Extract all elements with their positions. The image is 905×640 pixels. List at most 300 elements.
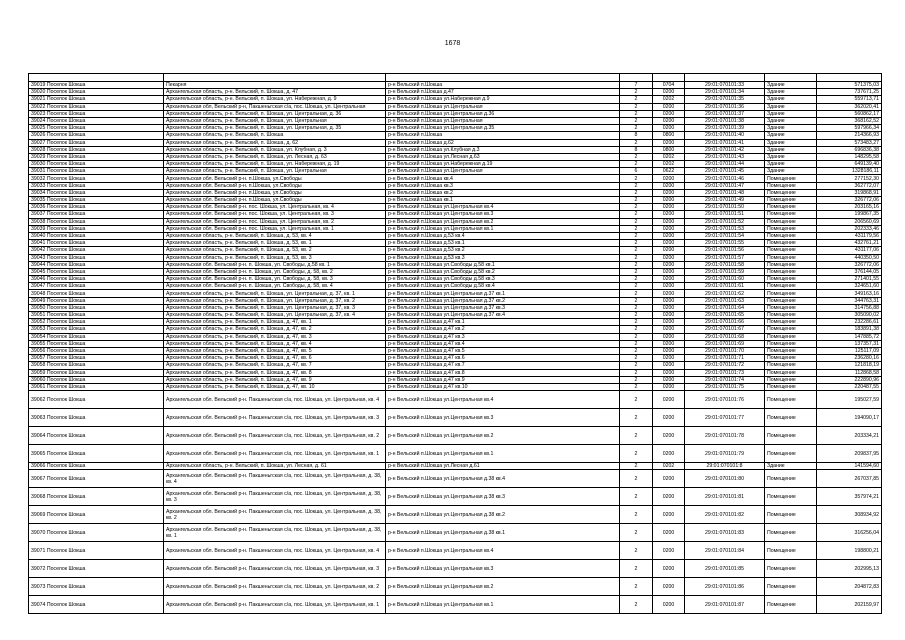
- object-type-cell: Помещение: [765, 225, 817, 232]
- address-cell: Архангельская обл. Вельский р-н. п.Шокша, ул.Свободы: [164, 189, 386, 196]
- location-cell: р-н Вельский п.Шокша кв.4: [386, 175, 620, 182]
- table-row: [29, 197, 882, 204]
- address-cell: Архангельская область, р-н. Вельский, п. Шокша, ул. Центральная, д. 37, кв. 4: [164, 312, 386, 319]
- object-type-cell: Здание: [765, 153, 817, 160]
- class-code-cell: 0200: [653, 304, 685, 311]
- object-type-cell: Помещение: [765, 383, 817, 390]
- code-cell: 2: [620, 96, 653, 103]
- object-type-cell: Помещение: [765, 297, 817, 304]
- location-cell: р-н Вельский п.Шокша ул.Центральная кв.1: [386, 225, 620, 232]
- cadastral-number-cell: 29:01:070101:79: [685, 445, 765, 463]
- object-type-cell: Помещение: [765, 506, 817, 524]
- table-row: [29, 355, 882, 362]
- table-row: [29, 340, 882, 347]
- object-number-cell: 39053 Поселок Шокша: [29, 326, 164, 333]
- object-number-cell: 39057 Поселок Шокша: [29, 355, 164, 362]
- object-number-cell: 39041 Поселок Шокша: [29, 240, 164, 247]
- cadastral-number-cell: 29:01:070101:53: [685, 225, 765, 232]
- cadastral-value-cell: 204872,83: [817, 578, 882, 596]
- cadastral-value-cell: 202333,46: [817, 225, 882, 232]
- object-type-cell: Помещение: [765, 304, 817, 311]
- object-number-cell: 39020 Поселок Шокша: [29, 89, 164, 96]
- table-row: [29, 312, 882, 319]
- object-number-cell: 39025 Поселок Шокша: [29, 125, 164, 132]
- location-cell: р-н Вельский п.Шокша кв.3: [386, 182, 620, 189]
- location-cell: р-н Вельский п.Шокша ул.Центральная кв.4: [386, 204, 620, 211]
- table-row: [29, 596, 882, 614]
- table-row: [29, 268, 882, 275]
- class-code-cell: 0200: [653, 297, 685, 304]
- address-cell: Архангельская область, р-н. Вельский, п. Шокша, д. 47, кв. 1: [164, 319, 386, 326]
- object-type-cell: Помещение: [765, 232, 817, 239]
- object-number-cell: 39067 Поселок Шокша: [29, 470, 164, 488]
- class-code-cell: 0202: [653, 153, 685, 160]
- address-cell: Архангельская область, р-н. Вельский, п. Шокша, д. 47, кв. 5: [164, 347, 386, 354]
- cadastral-number-cell: 29:01:070101:77: [685, 409, 765, 427]
- cadastral-value-cell: 737671,25: [817, 89, 882, 96]
- cadastral-value-cell: 277152,30: [817, 175, 882, 182]
- cadastral-number-cell: 29:01:070101:39: [685, 125, 765, 132]
- class-code-cell: 0200: [653, 347, 685, 354]
- object-number-cell: 39070 Поселок Шокша: [29, 524, 164, 542]
- code-cell: 7: [620, 82, 653, 89]
- code-cell: 2: [620, 125, 653, 132]
- object-type-cell: Помещение: [765, 333, 817, 340]
- address-cell: Архангельская область, р-н. Вельский, п. Шокша, д. 47, кв. 6: [164, 355, 386, 362]
- location-cell: р-н Вельский п.Шокша д.47 кв.7: [386, 362, 620, 369]
- object-type-cell: Здание: [765, 125, 817, 132]
- object-type-cell: Помещение: [765, 319, 817, 326]
- object-number-cell: 39035 Поселок Шокша: [29, 197, 164, 204]
- object-number-cell: 39064 Поселок Шокша: [29, 427, 164, 445]
- address-cell: Архангельская область, р-н. Вельский, п. Шокша, д. 47, кв. 3: [164, 333, 386, 340]
- object-type-cell: Помещение: [765, 560, 817, 578]
- class-code-cell: 0200: [653, 312, 685, 319]
- cadastral-value-cell: 305090,02: [817, 312, 882, 319]
- class-code-cell: 0200: [653, 89, 685, 96]
- class-code-cell: 0704: [653, 82, 685, 89]
- cadastral-value-cell: 202159,97: [817, 596, 882, 614]
- location-cell: р-н Вельский п.Шокша ул.Центральная д.38 кв.3: [386, 488, 620, 506]
- class-code-cell: 0200: [653, 283, 685, 290]
- table-row: [29, 82, 882, 89]
- class-code-cell: 0200: [653, 340, 685, 347]
- location-cell: р-н Вельский п.Шокша ул.Лесная д.63: [386, 153, 620, 160]
- object-type-cell: Помещение: [765, 427, 817, 445]
- cadastral-number-cell: 29:01:070101:33: [685, 82, 765, 89]
- location-cell: р-н Вельский п.Шокша ул.Центральная кв.2: [386, 578, 620, 596]
- object-number-cell: 39034 Поселок Шокша: [29, 189, 164, 196]
- address-cell: Архангельская область, р-н. Вельский, п. Шокша, ул. Центральная: [164, 168, 386, 175]
- code-cell: 2: [620, 276, 653, 283]
- class-code-cell: 0200: [653, 254, 685, 261]
- object-type-cell: Здание: [765, 463, 817, 470]
- cadastral-number-cell: 29:01:070101:68: [685, 333, 765, 340]
- class-code-cell: 0200: [653, 333, 685, 340]
- cadastral-value-cell: 267037,85: [817, 470, 882, 488]
- address-cell: Архангельская обл. Вельский р-н. Пакшеньгская с/а, пос. Шокша, ул. Центральная, кв. 2: [164, 427, 386, 445]
- cadastral-number-cell: 29:01:070101:37: [685, 110, 765, 117]
- cadastral-value-cell: 560862,17: [817, 110, 882, 117]
- object-type-cell: Помещение: [765, 470, 817, 488]
- code-cell: 2: [620, 369, 653, 376]
- cadastral-value-cell: 232286,61: [817, 319, 882, 326]
- cadastral-number-cell: 29:01:070101:58: [685, 261, 765, 268]
- class-code-cell: 0200: [653, 276, 685, 283]
- object-number-cell: 39046 Поселок Шокша: [29, 276, 164, 283]
- object-number-cell: 39052 Поселок Шокша: [29, 319, 164, 326]
- class-code-cell: 0200: [653, 240, 685, 247]
- object-type-cell: Помещение: [765, 445, 817, 463]
- class-code-cell: 0200: [653, 182, 685, 189]
- class-code-cell: 0200: [653, 225, 685, 232]
- cadastral-number-cell: 29:01:070101:65: [685, 312, 765, 319]
- code-cell: 2: [620, 290, 653, 297]
- table-row: [29, 254, 882, 261]
- address-cell: Архангельская область, р-н. Вельский, п. Шокша, ул. Набережная, д. 9: [164, 96, 386, 103]
- location-cell: р-н Вельский п.Шокша: [386, 82, 620, 89]
- location-cell: р-н Вельский п.Шокша ул.Центральная кв.3: [386, 211, 620, 218]
- object-type-cell: Помещение: [765, 261, 817, 268]
- class-code-cell: 0200: [653, 175, 685, 182]
- code-cell: 2: [620, 376, 653, 383]
- object-type-cell: Помещение: [765, 524, 817, 542]
- code-cell: 2: [620, 340, 653, 347]
- table-row: [29, 488, 882, 506]
- class-code-cell: [653, 74, 685, 82]
- location-cell: р-н Вельский п.Шокша ул.Свободы д.58 кв.4: [386, 283, 620, 290]
- cadastral-number-cell: 29:01:070101:42: [685, 146, 765, 153]
- class-code-cell: 0800: [653, 146, 685, 153]
- table-row: [29, 96, 882, 103]
- cadastral-number-cell: 29:01:070101:56: [685, 247, 765, 254]
- object-type-cell: Помещение: [765, 175, 817, 182]
- object-number-cell: 39068 Поселок Шокша: [29, 488, 164, 506]
- object-number-cell: 39062 Поселок Шокша: [29, 391, 164, 409]
- table-row: [29, 463, 882, 470]
- object-type-cell: Здание: [765, 146, 817, 153]
- cadastral-number-cell: 29:01:070101:70: [685, 347, 765, 354]
- location-cell: р-н Вельский п.Шокша д.47 кв.2: [386, 326, 620, 333]
- code-cell: 2: [620, 347, 653, 354]
- class-code-cell: 0200: [653, 596, 685, 614]
- address-cell: Архангельская обл. Вельский р-н. Пакшеньгская с/а, пос. Шокша, ул. Центральная, д. 38, кв. 4: [164, 470, 386, 488]
- location-cell: р-н Вельский п.Шокша ул.Лесная д.61: [386, 463, 620, 470]
- cadastral-number-cell: 29:01:070101:73: [685, 369, 765, 376]
- cadastral-number-cell: 29:01:070101:35: [685, 96, 765, 103]
- table-row: [29, 333, 882, 340]
- cadastral-value-cell: 349163,16: [817, 290, 882, 297]
- address-cell: Архангельская область, р-н. Вельский, п. Шокша, ул. Набережная, д. 19: [164, 161, 386, 168]
- table-row: [29, 524, 882, 542]
- address-cell: Архангельская обл. Вельский р-н. п. Шокша, ул. Свободы, д. 58, кв. 3: [164, 276, 386, 283]
- class-code-cell: 0200: [653, 391, 685, 409]
- object-type-cell: Здание: [765, 89, 817, 96]
- table-row: [29, 362, 882, 369]
- object-number-cell: 39074 Поселок Шокша: [29, 596, 164, 614]
- cadastral-value-cell: 573483,27: [817, 139, 882, 146]
- table-row: [29, 74, 882, 82]
- location-cell: р-н Вельский п.Шокша ул.Центральная д.35: [386, 125, 620, 132]
- cadastral-number-cell: 29:01:070101:76: [685, 391, 765, 409]
- object-type-cell: Помещение: [765, 355, 817, 362]
- object-number-cell: 39026 Поселок Шокша: [29, 132, 164, 139]
- location-cell: р-н Вельский п.Шокша ул.Центральная д.38 кв.4: [386, 470, 620, 488]
- code-cell: 2: [620, 596, 653, 614]
- address-cell: Архангельская обл. Вельский р-н. Пакшеньгская с/а, пос. Шокша, ул. Центральная, кв. 4: [164, 391, 386, 409]
- address-cell: Архангельская область, р-н. Вельский, п. Шокша, д. 47, кв. 7: [164, 362, 386, 369]
- object-type-cell: Помещение: [765, 268, 817, 275]
- code-cell: 2: [620, 240, 653, 247]
- cadastral-number-cell: 29:01:070101:84: [685, 542, 765, 560]
- code-cell: 2: [620, 175, 653, 182]
- cadastral-value-cell: 432761,21: [817, 240, 882, 247]
- code-cell: [620, 74, 653, 82]
- code-cell: 2: [620, 161, 653, 168]
- object-type-cell: Помещение: [765, 240, 817, 247]
- table-row: [29, 347, 882, 354]
- location-cell: р-н Вельский п.Шокша д.53 кв.3: [386, 254, 620, 261]
- cadastral-number-cell: 29:01:070101:34: [685, 89, 765, 96]
- cadastral-number-cell: 29:01:070101:52: [685, 218, 765, 225]
- cadastral-number-cell: 29:01:070101:50: [685, 204, 765, 211]
- class-code-cell: 0202: [653, 463, 685, 470]
- code-cell: 2: [620, 204, 653, 211]
- cadastral-number-cell: 29:01:070101:63: [685, 297, 765, 304]
- code-cell: 2: [620, 391, 653, 409]
- object-number-cell: 39061 Поселок Шокша: [29, 383, 164, 390]
- cadastral-value-cell: 147885,72: [817, 333, 882, 340]
- cadastral-number-cell: 29:01:070101:66: [685, 319, 765, 326]
- address-cell: Пекарня: [164, 82, 386, 89]
- address-cell: Архангельская обл. Вельский р-н. Пакшеньгская с/а, пос. Шокша, ул. Центральная, кв. 1: [164, 445, 386, 463]
- location-cell: р-н Вельский п.Шокша ул.Центральная д.37 кв.3: [386, 304, 620, 311]
- object-type-cell: Помещение: [765, 362, 817, 369]
- class-code-cell: 0800: [653, 132, 685, 139]
- cadastral-number-cell: 29:01:070101:82: [685, 506, 765, 524]
- code-cell: 2: [620, 297, 653, 304]
- location-cell: р-н Вельский п.Шокша ул.Центральная кв.2: [386, 218, 620, 225]
- table-row: [29, 276, 882, 283]
- address-cell: Архангельская обл. Вельский р-н. Пакшеньгская с/а, пос. Шокша, ул. Центральная, д. 38, кв. 2: [164, 506, 386, 524]
- cadastral-number-cell: 29:01:070101:80: [685, 470, 765, 488]
- code-cell: 2: [620, 560, 653, 578]
- object-number-cell: 39021 Поселок Шокша: [29, 96, 164, 103]
- table-row: [29, 283, 882, 290]
- table-row: [29, 225, 882, 232]
- cadastral-value-cell: 431177,06: [817, 247, 882, 254]
- code-cell: 2: [620, 89, 653, 96]
- object-number-cell: 39066 Поселок Шокша: [29, 463, 164, 470]
- object-number-cell: 39042 Поселок Шокша: [29, 247, 164, 254]
- address-cell: Архангельская область, р-н. Вельский, п. Шокша, д. 47, кв. 4: [164, 340, 386, 347]
- object-number-cell: 39032 Поселок Шокша: [29, 175, 164, 182]
- address-cell: Архангельская область, р-н. Вельский, п. Шокша, д. 53, кв. 4: [164, 232, 386, 239]
- code-cell: 2: [620, 189, 653, 196]
- table-row: [29, 319, 882, 326]
- cadastral-number-cell: 29:01:070101:40: [685, 132, 765, 139]
- cadastral-value-cell: 112868,58: [817, 369, 882, 376]
- class-code-cell: 0200: [653, 110, 685, 117]
- class-code-cell: 0200: [653, 139, 685, 146]
- location-cell: р-н Вельский п.Шокша д.47 кв.10: [386, 383, 620, 390]
- cadastral-value-cell: 362772,07: [817, 182, 882, 189]
- class-code-cell: 0200: [653, 376, 685, 383]
- table-row: [29, 247, 882, 254]
- address-cell: Архангельская обл. Вельский р-н. Пакшеньгская с/а, пос. Шокша, ул. Центральная, кв. 2: [164, 578, 386, 596]
- location-cell: р-н Вельский п.Шокша ул.Центральная: [386, 168, 620, 175]
- table-row: [29, 153, 882, 160]
- address-cell: Архангельская обл. Вельский р-н. пос. Шокша, ул. Центральная, кв. 2: [164, 218, 386, 225]
- code-cell: 2: [620, 319, 653, 326]
- object-number-cell: 39030 Поселок Шокша: [29, 161, 164, 168]
- object-type-cell: Помещение: [765, 276, 817, 283]
- class-code-cell: 0200: [653, 247, 685, 254]
- address-cell: Архангельская обл. Вельский р-н. п. Шокша, ул. Свободы, д. 58, кв. 4: [164, 283, 386, 290]
- object-number-cell: 39036 Поселок Шокша: [29, 204, 164, 211]
- class-code-cell: 0200: [653, 326, 685, 333]
- location-cell: р-н Вельский п.Шокша ул.Центральная д.38 кв.1: [386, 524, 620, 542]
- code-cell: 2: [620, 355, 653, 362]
- table-row: [29, 445, 882, 463]
- table-row: [29, 204, 882, 211]
- class-code-cell: 0200: [653, 369, 685, 376]
- table-row: [29, 132, 882, 139]
- location-cell: р-н Вельский п.Шокша ул.Центральная: [386, 117, 620, 124]
- class-code-cell: 0200: [653, 427, 685, 445]
- table-row: [29, 391, 882, 409]
- cadastral-value-cell: 440350,50: [817, 254, 882, 261]
- table-row: [29, 117, 882, 124]
- code-cell: 2: [620, 488, 653, 506]
- object-number-cell: 39027 Поселок Шокша: [29, 139, 164, 146]
- object-type-cell: Помещение: [765, 290, 817, 297]
- code-cell: 2: [620, 304, 653, 311]
- cadastral-value-cell: 206560,69: [817, 218, 882, 225]
- cadastral-value-cell: 559713,71: [817, 96, 882, 103]
- address-cell: Архангельская область, р-н. Вельский, п. Шокша, ул. Центральная: [164, 117, 386, 124]
- object-type-cell: Здание: [765, 117, 817, 124]
- location-cell: [386, 74, 620, 82]
- object-number-cell: 39039 Поселок Шокша: [29, 225, 164, 232]
- cadastral-number-cell: 29:01:070101:54: [685, 232, 765, 239]
- table-row: [29, 506, 882, 524]
- code-cell: 2: [620, 232, 653, 239]
- location-cell: р-н Вельский п.Шокша ул.Свободы д.58 кв.3: [386, 276, 620, 283]
- location-cell: р-н Вельский п.Шокша ул.Центральная д.37 кв.4: [386, 312, 620, 319]
- code-cell: 2: [620, 333, 653, 340]
- location-cell: р-н Вельский п.Шокша ул.Центральная д.36: [386, 110, 620, 117]
- table-row: [29, 578, 882, 596]
- location-cell: р-н Вельский п.Шокша ул.Свободы д.58 кв.1: [386, 261, 620, 268]
- class-code-cell: 0200: [653, 488, 685, 506]
- cadastral-value-cell: 222890,96: [817, 376, 882, 383]
- code-cell: 2: [620, 225, 653, 232]
- object-number-cell: 39038 Поселок Шокша: [29, 218, 164, 225]
- cadastral-number-cell: 29:01:070101:83: [685, 524, 765, 542]
- cadastral-number-cell: 29:01:070101:47: [685, 182, 765, 189]
- cadastral-number-cell: [685, 74, 765, 82]
- register-table-body: [29, 74, 882, 614]
- location-cell: р-н Вельский п.Шокша д.47 кв.3: [386, 333, 620, 340]
- code-cell: 2: [620, 211, 653, 218]
- address-cell: Архангельская обл. Вельский р-н. Пакшеньгская с/а, пос. Шокша, ул. Центральная, кв. 4: [164, 542, 386, 560]
- object-type-cell: Помещение: [765, 312, 817, 319]
- cadastral-value-cell: 314756,88: [817, 304, 882, 311]
- table-row: [29, 304, 882, 311]
- address-cell: Архангельская обл. Вельский р-н. Пакшеньгская с/а, пос. Шокша, ул. Центральная, кв. 3: [164, 560, 386, 578]
- object-type-cell: Помещение: [765, 189, 817, 196]
- object-type-cell: Здание: [765, 82, 817, 89]
- code-cell: 2: [620, 506, 653, 524]
- table-row: [29, 125, 882, 132]
- object-type-cell: Помещение: [765, 391, 817, 409]
- cadastral-number-cell: 29:01:070101:71: [685, 355, 765, 362]
- code-cell: 2: [620, 383, 653, 390]
- cadastral-number-cell: 29:01:070101:41: [685, 139, 765, 146]
- class-code-cell: 0200: [653, 383, 685, 390]
- code-cell: 2: [620, 470, 653, 488]
- address-cell: Архангельская обл. Вельский р-н. Пакшеньгская с/а, пос. Шокша, ул. Центральная, кв. 3: [164, 409, 386, 427]
- cadastral-value-cell: 121818,19: [817, 362, 882, 369]
- code-cell: 2: [620, 445, 653, 463]
- table-row: [29, 409, 882, 427]
- object-type-cell: Помещение: [765, 488, 817, 506]
- cadastral-value-cell: 326772,06: [817, 261, 882, 268]
- cadastral-number-cell: 29:01:070101:46: [685, 175, 765, 182]
- object-type-cell: Помещение: [765, 197, 817, 204]
- address-cell: Архангельская область, р-н. Вельский, п. Шокша, д. 47, кв. 2: [164, 326, 386, 333]
- class-code-cell: 0622: [653, 168, 685, 175]
- cadastral-number-cell: 29:01:070101:57: [685, 254, 765, 261]
- table-row: [29, 175, 882, 182]
- class-code-cell: 0200: [653, 362, 685, 369]
- code-cell: 2: [620, 427, 653, 445]
- cadastral-number-cell: 29:01:070101:55: [685, 240, 765, 247]
- class-code-cell: 0200: [653, 117, 685, 124]
- class-code-cell: 0200: [653, 409, 685, 427]
- address-cell: Архангельская область, р-н. Вельский, п. Шокша, д. 53, кв. 1: [164, 240, 386, 247]
- location-cell: р-н Вельский п.Шокша ул.Центральная кв.1: [386, 596, 620, 614]
- object-number-cell: 39051 Поселок Шокша: [29, 312, 164, 319]
- location-cell: р-н Вельский п.Шокша ул.Набережная д.9: [386, 96, 620, 103]
- location-cell: р-н Вельский п.Шокша д.47 кв.4: [386, 340, 620, 347]
- cadastral-number-cell: 29:01:070101:49: [685, 197, 765, 204]
- table-row: [29, 326, 882, 333]
- cadastral-value-cell: 376144,05: [817, 268, 882, 275]
- class-code-cell: 0200: [653, 103, 685, 110]
- object-type-cell: Помещение: [765, 254, 817, 261]
- cadastral-value-cell: 148295,58: [817, 153, 882, 160]
- cadastral-value-cell: 214366,93: [817, 132, 882, 139]
- code-cell: 2: [620, 409, 653, 427]
- object-number-cell: 39058 Поселок Шокша: [29, 362, 164, 369]
- address-cell: Архангельская обл. Вельский р-н. пос. Шокша, ул. Центральная, кв. 3: [164, 211, 386, 218]
- table-row: [29, 232, 882, 239]
- table-row: [29, 110, 882, 117]
- object-number-cell: 39033 Поселок Шокша: [29, 182, 164, 189]
- cadastral-value-cell: 203165,16: [817, 204, 882, 211]
- object-number-cell: 39022 Поселок Шокша: [29, 103, 164, 110]
- class-code-cell: 0202: [653, 161, 685, 168]
- object-type-cell: Здание: [765, 96, 817, 103]
- cadastral-value-cell: 368162,52: [817, 117, 882, 124]
- address-cell: Архангельская обл. Вельский р-н. п. Шокша, ул. Свободы, д.58 кв. 1: [164, 261, 386, 268]
- object-type-cell: Помещение: [765, 340, 817, 347]
- table-row: [29, 211, 882, 218]
- object-type-cell: Здание: [765, 103, 817, 110]
- cadastral-number-cell: 29:01:070101:64: [685, 304, 765, 311]
